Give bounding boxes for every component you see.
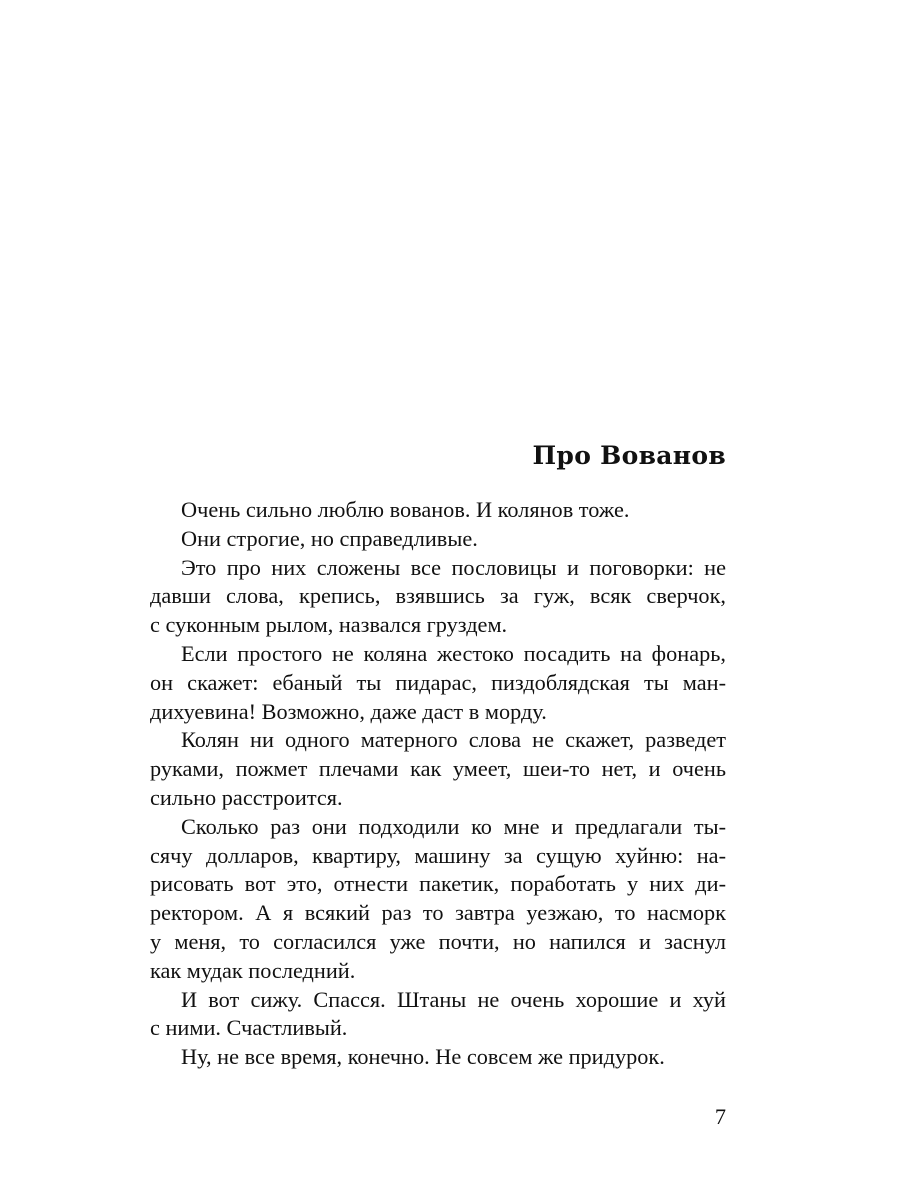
text-line: дихуевина! Возможно, даже даст в морду. [150, 698, 547, 724]
text-line: с суконным рылом, назвался груздем. [150, 612, 508, 638]
text-line: Колян ни одного матерного слова не скажет, разведет [181, 727, 726, 753]
text-line: Очень сильно люблю вованов. И колянов тоже. [181, 497, 630, 522]
text-line: Если простого не коляна жестоко посадить на фонарь, [181, 640, 726, 666]
text-line: ректором. А я всякий раз то завтра уезжаю, то насморк [150, 900, 726, 926]
chapter-body [150, 496, 726, 1072]
text-line: давши слова, крепись, взявшись за гуж, всяк сверчок, [150, 583, 726, 609]
text-line: с ними. Счастливый. [150, 1015, 348, 1041]
text-line: сячу долларов, квартиру, машину за сущую хуйню: на- [150, 842, 726, 868]
text-line: руками, пожмет плечами как умеет, шеи-то нет, и очень [150, 756, 726, 782]
text-line: Это про них сложены все пословицы и поговорки: не [181, 554, 726, 580]
text-line: сильно расстроится. [150, 784, 343, 810]
text-line: Сколько раз они подходили ко мне и предлагали ты- [181, 813, 726, 839]
chapter-title: Про Вованов [532, 441, 726, 470]
text-line: он скажет: ебаный ты пидарас, пиздоблядская ты ман- [150, 669, 726, 695]
text-line: рисовать вот это, отнести пакетик, поработать у них ди- [150, 871, 726, 897]
text-line: как мудак последний. [150, 957, 356, 983]
page-number: 7 [714, 1104, 726, 1129]
text-line: И вот сижу. Спасся. Штаны не очень хорошие и хуй [181, 986, 726, 1012]
text-line: Ну, не все время, конечно. Не совсем же придурок. [181, 1044, 665, 1070]
text-line: Они строгие, но справедливые. [181, 525, 478, 551]
text-line: у меня, то согласился уже почти, но напился и заснул [150, 928, 726, 954]
